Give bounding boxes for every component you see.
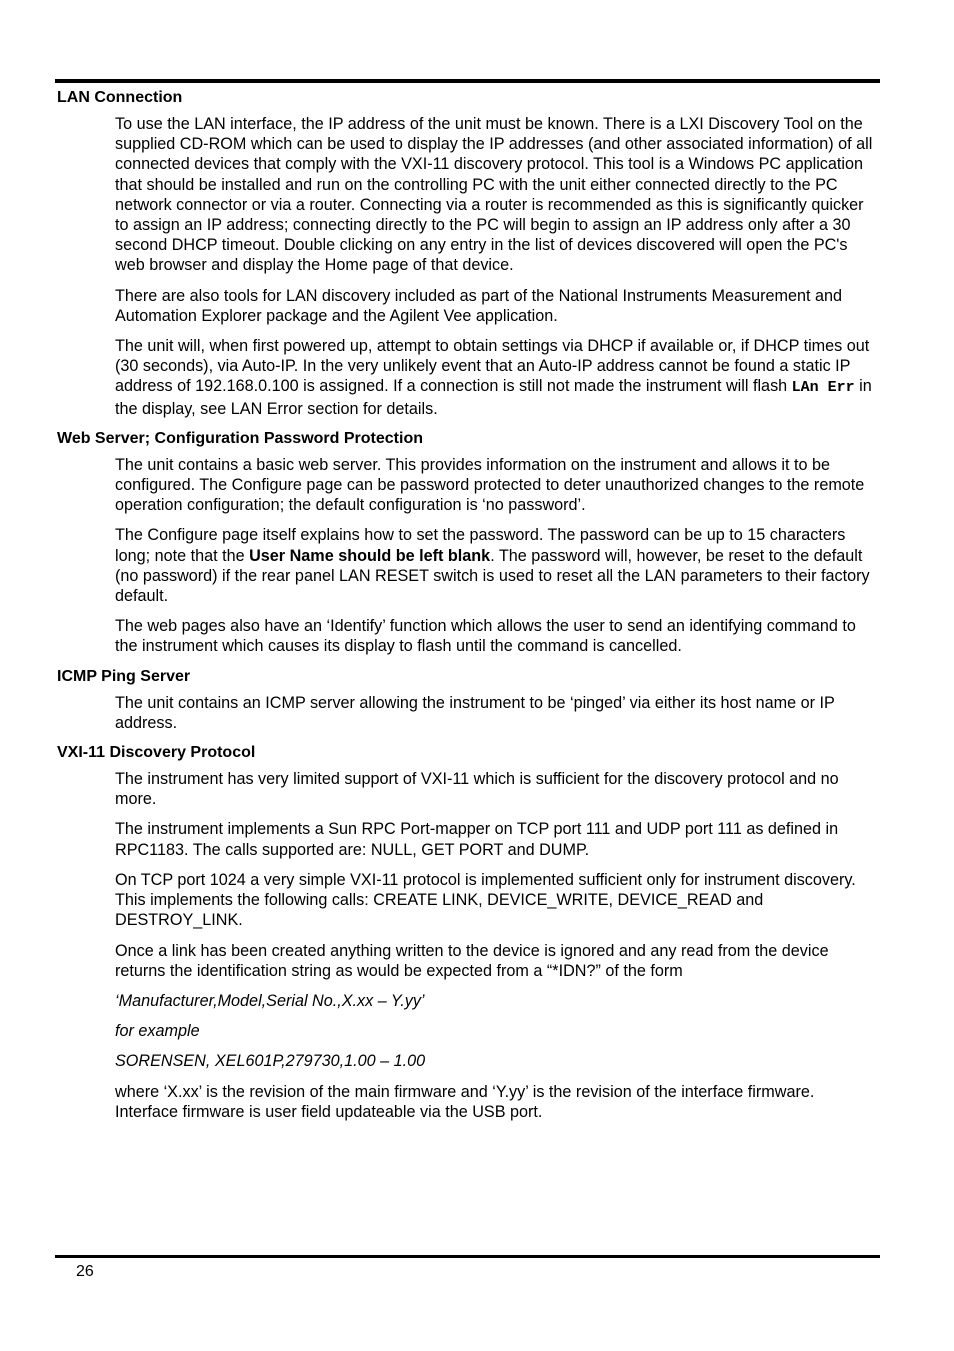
paragraph: To use the LAN interface, the IP address of the unit must be known. There is a LXI Discovery Tool on the supplied CD-ROM which can be used to display the IP addresses (and other associated information) of all connected devices that comply with the VXI-11 discovery protocol. This tool is a Windows PC application that should be installed and run on the controlling PC with the unit either connected directly to the PC network connector or via a router. Connecting via a router is recommended as this is significantly quicker to assign an IP address; connecting directly to the PC will begin to assign an IP address only after a 30 second DHCP timeout. Double clicking on any entry in the list of devices discovered will open the PC's web browser and display the Home page of that device.	[115, 115, 873, 275]
page-number: 26	[76, 1263, 94, 1280]
paragraph: The web pages also have an ‘Identify’ function which allows the user to send an identifying command to the instrument which causes its display to flash until the command is cancelled.	[115, 617, 856, 656]
text-run: . The password will, however, be reset to the default (no password) if the rear panel LAN RESET switch is used to reset all the LAN parameters to their factory default.	[115, 546, 870, 606]
section-icmp-ping	[57, 667, 880, 733]
display-code: LAn Err	[791, 379, 855, 397]
text-run: in the display, see LAN Error section for details.	[115, 377, 872, 418]
document-body	[57, 88, 880, 1132]
footer-rule	[55, 1255, 880, 1258]
paragraph: The unit contains an ICMP server allowing the instrument to be ‘pinged’ via either its host name or IP address.	[115, 693, 835, 732]
section-web-server	[57, 429, 880, 657]
text-run: The unit will, when first powered up, attempt to obtain settings via DHCP if available or, if DHCP times out (30 seconds), via Auto-IP. In the very unlikely event that an Auto-IP address cannot be found a static IP address of 192.168.0.100 is assigned. If a connection is still not made the instrument will flash	[115, 337, 870, 396]
header-rule	[55, 79, 880, 83]
section-heading: LAN Connection	[57, 89, 183, 106]
section-heading: VXI-11 Discovery Protocol	[57, 744, 256, 762]
section-heading: Web Server; Configuration Password Protection	[57, 429, 423, 447]
paragraph: where ‘X.xx’ is the revision of the main firmware and ‘Y.yy’ is the revision of the interface firmware. Interface firmware is user field updateable via the USB port.	[115, 1082, 815, 1121]
section-heading: ICMP Ping Server	[57, 667, 191, 685]
idn-example: SORENSEN, XEL601P,279730,1.00 – 1.00	[115, 1052, 426, 1071]
paragraph: The instrument implements a Sun RPC Port-mapper on TCP port 111 and UDP port 111 as defined in RPC1183. The calls supported are: NULL, GET PORT and DUMP.	[115, 820, 839, 859]
paragraph: On TCP port 1024 a very simple VXI-11 protocol is implemented sufficient only for instrument discovery. This implements the following calls: CREATE LINK, DEVICE_WRITE, DEVICE_READ and DESTROY_LINK.	[115, 870, 856, 930]
paragraph: There are also tools for LAN discovery included as part of the National Instruments Measurement and Automation Explorer package and the Agilent Vee application.	[115, 286, 843, 325]
paragraph	[115, 336, 880, 419]
paragraph	[115, 525, 880, 606]
idn-format: ‘Manufacturer,Model,Serial No.,X.xx – Y.yy’	[115, 991, 425, 1010]
paragraph: The instrument has very limited support of VXI-11 which is sufficient for the discovery protocol and no more.	[115, 770, 839, 809]
paragraph: Once a link has been created anything written to the device is ignored and any read from the device returns the identification string as would be expected from a “*IDN?” of the form	[115, 941, 829, 980]
example-label: for example	[115, 1022, 200, 1041]
section-lan-connection	[57, 88, 880, 419]
paragraph: The unit contains a basic web server. This provides information on the instrument and allows it to be configured. The Configure page can be password protected to deter unauthorized changes to the remote operation configuration; the default configuration is ‘no password’.	[115, 455, 865, 515]
text-run: The Configure page itself explains how to set the password. The password can be up to 15 characters long; note that the	[115, 526, 846, 565]
bold-text: User Name should be left blank	[249, 546, 491, 565]
section-vxi11	[57, 743, 880, 1122]
